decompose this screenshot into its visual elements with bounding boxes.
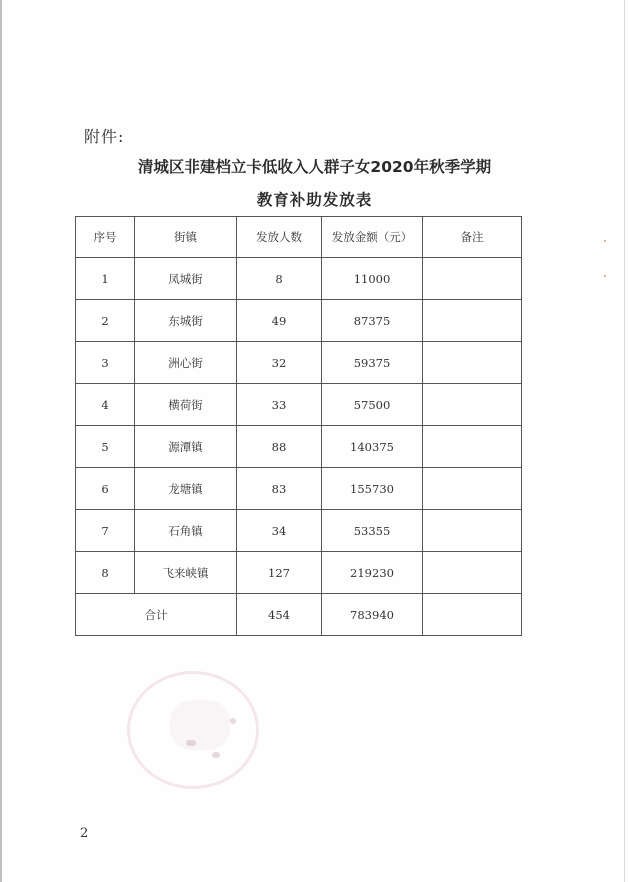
table-row (76, 510, 522, 552)
cell-town: 石角镇 (135, 510, 237, 552)
cell-recipient-count: 8 (237, 258, 322, 300)
cell-town: 源潭镇 (135, 426, 237, 468)
cell-remarks (423, 384, 522, 426)
document-title-line2: 教育补助发放表 (256, 191, 373, 209)
header-town: 街镇 (135, 217, 237, 258)
cell-serial-number: 3 (76, 342, 135, 384)
cell-recipient-count: 33 (237, 384, 322, 426)
table-row (76, 552, 522, 594)
seal-ink-mark (186, 740, 196, 746)
subsidy-table (75, 216, 522, 636)
table-header-row (76, 217, 522, 258)
attachment-label: 附件: (84, 127, 125, 146)
header-serial-number: 序号 (76, 217, 135, 258)
cell-amount: 59375 (322, 342, 423, 384)
document-title-line1: 清城区非建档立卡低收入人群子女2020年秋季学期 (137, 158, 492, 176)
page-edge-right (624, 0, 625, 882)
cell-town: 洲心街 (135, 342, 237, 384)
cell-amount: 11000 (322, 258, 423, 300)
cell-remarks (423, 468, 522, 510)
cell-serial-number: 2 (76, 300, 135, 342)
total-label: 合计 (76, 594, 237, 636)
cell-recipient-count: 127 (237, 552, 322, 594)
cell-amount: 140375 (322, 426, 423, 468)
cell-recipient-count: 34 (237, 510, 322, 552)
table-total-row (76, 594, 522, 636)
cell-town: 东城街 (135, 300, 237, 342)
cell-remarks (423, 258, 522, 300)
cell-amount: 57500 (322, 384, 423, 426)
seal-ink-mark (230, 718, 236, 724)
cell-town: 凤城街 (135, 258, 237, 300)
table-row (76, 426, 522, 468)
cell-remarks (423, 510, 522, 552)
total-remarks (423, 594, 522, 636)
table-row (76, 258, 522, 300)
cell-serial-number: 4 (76, 384, 135, 426)
cell-amount: 219230 (322, 552, 423, 594)
cell-remarks (423, 342, 522, 384)
cell-remarks (423, 426, 522, 468)
cell-town: 龙塘镇 (135, 468, 237, 510)
cell-serial-number: 5 (76, 426, 135, 468)
official-seal-center (170, 700, 230, 750)
table-row (76, 468, 522, 510)
seal-ink-mark (212, 752, 220, 758)
cell-recipient-count: 88 (237, 426, 322, 468)
total-recipient-count: 454 (237, 594, 322, 636)
table-row (76, 300, 522, 342)
page-number: 2 (80, 826, 89, 841)
cell-recipient-count: 32 (237, 342, 322, 384)
scan-speck (604, 240, 606, 242)
total-amount: 783940 (322, 594, 423, 636)
header-recipient-count: 发放人数 (237, 217, 322, 258)
cell-amount: 155730 (322, 468, 423, 510)
cell-recipient-count: 49 (237, 300, 322, 342)
cell-serial-number: 1 (76, 258, 135, 300)
cell-remarks (423, 300, 522, 342)
scan-speck (604, 275, 606, 277)
table-row (76, 342, 522, 384)
cell-town: 横荷街 (135, 384, 237, 426)
cell-recipient-count: 83 (237, 468, 322, 510)
header-amount: 发放金额（元） (322, 217, 423, 258)
cell-town: 飞来峡镇 (135, 552, 237, 594)
cell-remarks (423, 552, 522, 594)
table-row (76, 384, 522, 426)
cell-serial-number: 7 (76, 510, 135, 552)
cell-amount: 53355 (322, 510, 423, 552)
cell-serial-number: 6 (76, 468, 135, 510)
cell-serial-number: 8 (76, 552, 135, 594)
header-remarks: 备注 (423, 217, 522, 258)
page-edge-left (0, 0, 2, 882)
cell-amount: 87375 (322, 300, 423, 342)
